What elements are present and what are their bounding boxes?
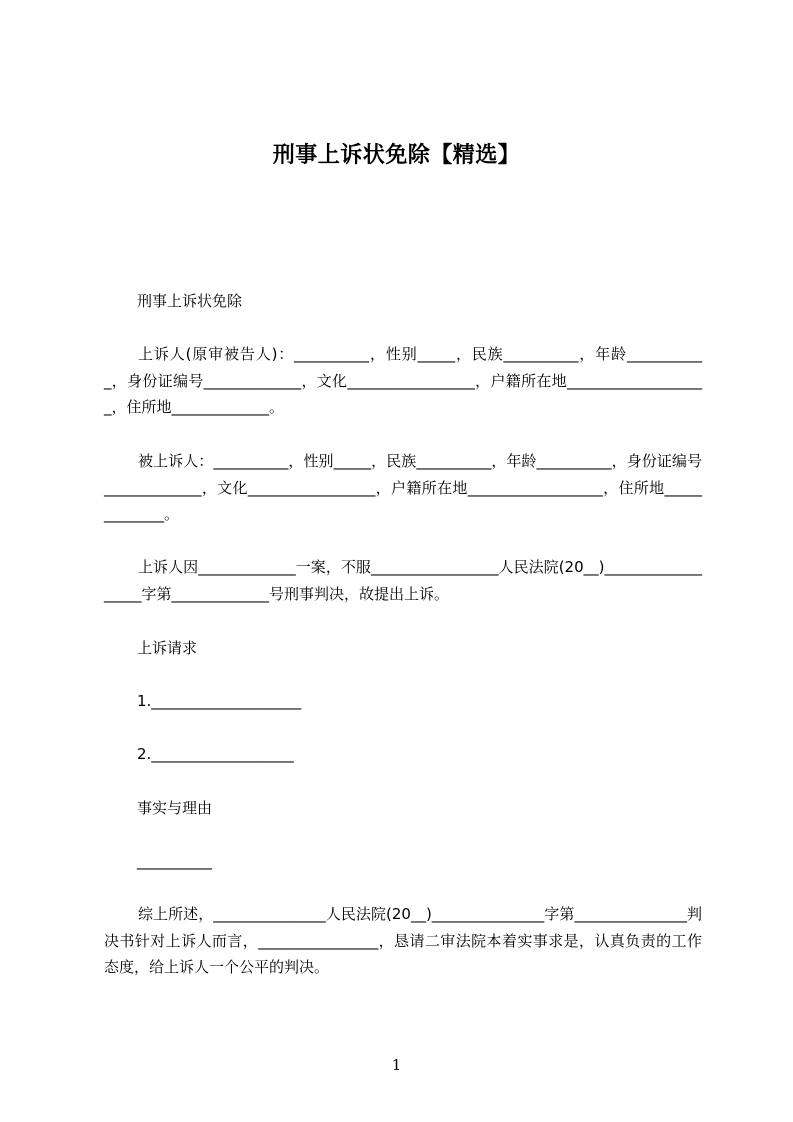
request-item-1: 1.____________________: [137, 692, 302, 710]
request-item-2: 2.___________________: [137, 745, 294, 763]
appellant-paragraph: 上诉人(原审被告人)：__________，性别_____，民族__________，年龄___________，身份证编号_____________，文化_________________，户籍所在地___________________，住所地_____________。: [104, 345, 702, 416]
requests-heading: 上诉请求: [137, 639, 198, 657]
appellee-paragraph: 被上诉人：__________，性别_____，民族__________，年龄__________，身份证编号_____________，文化_________________，户籍所在地__________________，住所地_____________。: [104, 452, 702, 523]
cause-paragraph: 上诉人因_____________一案，不服_________________人民法院(20__)__________________字第_____________号刑事判决，故提出上诉。: [104, 558, 702, 603]
page-title: 刑事上诉状免除【精选】: [272, 143, 521, 168]
facts-heading: 事实与理由: [137, 799, 213, 817]
page-number: 1: [391, 1056, 402, 1074]
facts-blank: __________: [137, 852, 212, 870]
conclusion-paragraph: 综上所述，_______________人民法院(20__)_______________字第_______________判决书针对上诉人而言，________________，恳请二审法院本着实事求是，认真负责的工作态度，给上诉人一个公平的判决。: [104, 905, 702, 976]
document-subtitle: 刑事上诉状免除: [137, 292, 243, 310]
